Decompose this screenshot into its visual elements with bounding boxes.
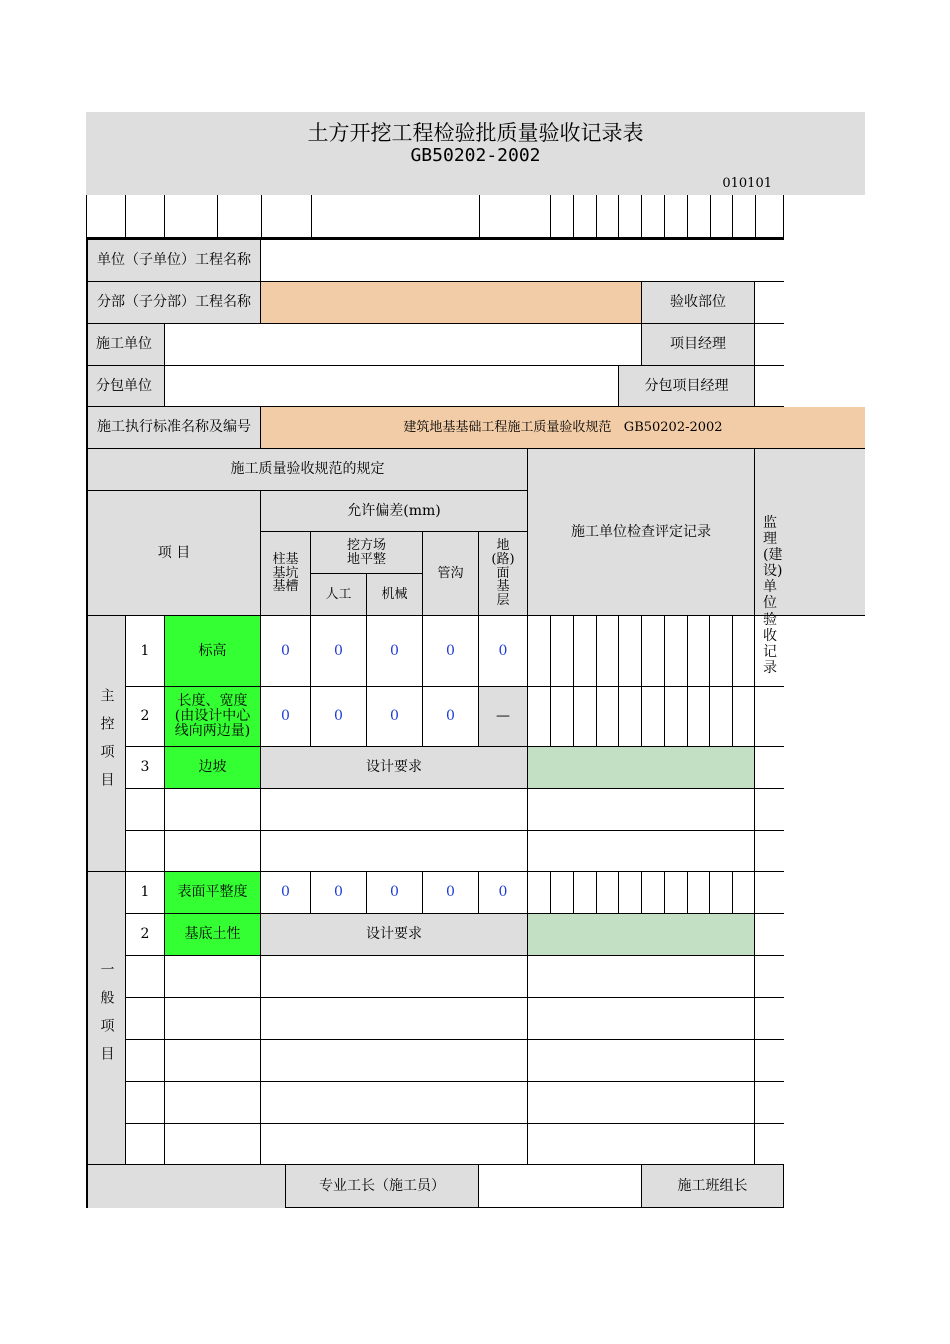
team-leader-label: 施工班组长 <box>642 1165 784 1208</box>
general-empty-row-spec <box>261 1082 528 1124</box>
general-empty-row-check[interactable] <box>528 1124 755 1165</box>
main-row-2-val-3: 0 <box>367 687 423 747</box>
main-check-grid <box>528 616 755 747</box>
main-row-2-val-4: 0 <box>423 687 479 747</box>
general-row-1-supervision[interactable] <box>755 872 784 914</box>
main-row-1-supervision[interactable] <box>755 616 784 687</box>
general-row-1-val-3: 0 <box>367 872 423 914</box>
main-row-3-no: 3 <box>126 747 165 789</box>
general-empty-row-supervision[interactable] <box>755 956 784 998</box>
main-row-2-name: 长度、宽度(由设计中心线向两边量) <box>165 687 261 747</box>
unit-project-name-label: 单位（子单位）工程名称 <box>88 240 261 282</box>
general-empty-row-name <box>165 1124 261 1165</box>
subcontract-manager-value[interactable] <box>755 366 784 407</box>
general-empty-row-no <box>126 1124 165 1165</box>
general-empty-row-spec <box>261 956 528 998</box>
general-empty-row-no <box>126 1082 165 1124</box>
general-row-1-val-5: 0 <box>479 872 528 914</box>
unit-project-name-value[interactable] <box>261 240 784 282</box>
general-empty-row-no <box>126 998 165 1040</box>
general-empty-row-supervision[interactable] <box>755 1082 784 1124</box>
main-row-3-check[interactable] <box>528 747 755 789</box>
general-empty-row-no <box>126 1040 165 1082</box>
general-empty-row-check[interactable] <box>528 1040 755 1082</box>
main-row-3-supervision[interactable] <box>755 747 784 789</box>
check-record-header: 施工单位检查评定记录 <box>528 449 755 616</box>
main-row-1-val-4: 0 <box>423 616 479 687</box>
general-empty-row-check[interactable] <box>528 1082 755 1124</box>
general-row-2-supervision[interactable] <box>755 914 784 956</box>
main-row-2-no: 2 <box>126 687 165 747</box>
main-empty-row-name <box>165 789 261 831</box>
main-row-3-requirement: 设计要求 <box>261 747 528 789</box>
main-row-1-val-5: 0 <box>479 616 528 687</box>
col-excavation-header: 挖方场地平整 <box>311 532 423 574</box>
main-empty-row-spec <box>261 789 528 831</box>
general-row-1-val-2: 0 <box>311 872 367 914</box>
general-row-2-requirement: 设计要求 <box>261 914 528 956</box>
main-empty-row-check[interactable] <box>528 789 755 831</box>
subcontract-manager-label: 分包项目经理 <box>619 366 755 407</box>
form-number: 010101 <box>722 176 772 191</box>
main-empty-row-supervision[interactable] <box>755 831 784 872</box>
item-header: 项 目 <box>88 491 261 616</box>
main-row-1-val-2: 0 <box>311 616 367 687</box>
main-row-2-supervision[interactable] <box>755 687 784 747</box>
general-empty-row-no <box>126 956 165 998</box>
main-row-1-name: 标高 <box>165 616 261 687</box>
general-empty-row-name <box>165 1040 261 1082</box>
general-empty-row-name <box>165 956 261 998</box>
general-row-2-check[interactable] <box>528 914 755 956</box>
col-manual-header: 人工 <box>311 574 367 616</box>
standard-name-label: 施工执行标准名称及编号 <box>88 407 261 449</box>
main-row-2-val-1: 0 <box>261 687 311 747</box>
supervision-header: 监理(建设)单位验收记录 <box>755 449 865 616</box>
main-row-2-val-5: — <box>479 687 528 747</box>
general-empty-row-spec <box>261 1124 528 1165</box>
main-empty-row-name <box>165 831 261 872</box>
main-items-group-label: 主控项目 <box>88 616 126 872</box>
general-empty-row-supervision[interactable] <box>755 998 784 1040</box>
footer-left-block <box>88 1165 286 1208</box>
construction-unit-value[interactable] <box>165 324 642 366</box>
empty-grid-strip <box>86 195 784 239</box>
general-row-1-name: 表面平整度 <box>165 872 261 914</box>
general-empty-row-supervision[interactable] <box>755 1124 784 1165</box>
col-pit-header: 柱基基坑基槽 <box>261 532 311 616</box>
col-machine-header: 机械 <box>367 574 423 616</box>
acceptance-part-value[interactable] <box>755 282 784 324</box>
general-empty-row-supervision[interactable] <box>755 1040 784 1082</box>
spec-rule-header: 施工质量验收规范的规定 <box>88 449 528 491</box>
general-empty-row-check[interactable] <box>528 998 755 1040</box>
project-manager-label: 项目经理 <box>642 324 755 366</box>
general-empty-row-name <box>165 1082 261 1124</box>
foreman-value[interactable] <box>479 1165 642 1208</box>
acceptance-part-label: 验收部位 <box>642 282 755 324</box>
general-check-grid <box>528 872 755 914</box>
main-row-2-val-2: 0 <box>311 687 367 747</box>
general-row-2-name: 基底土性 <box>165 914 261 956</box>
main-empty-row-no <box>126 789 165 831</box>
subcontract-unit-value[interactable] <box>165 366 619 407</box>
main-row-1-val-3: 0 <box>367 616 423 687</box>
main-empty-row-no <box>126 831 165 872</box>
foreman-label: 专业工长（施工员） <box>286 1165 479 1208</box>
sub-project-name-value[interactable] <box>261 282 642 324</box>
construction-unit-label: 施工单位 <box>88 324 165 366</box>
general-empty-row-spec <box>261 1040 528 1082</box>
col-road-header: 地(路)面基层 <box>479 532 528 616</box>
general-empty-row-name <box>165 998 261 1040</box>
standard-name-value[interactable]: 建筑地基基础工程施工质量验收规范 GB50202-2002 <box>261 407 865 449</box>
general-items-group-label: 一般项目 <box>88 872 126 1165</box>
col-ditch-header: 管沟 <box>423 532 479 616</box>
main-row-1-no: 1 <box>126 616 165 687</box>
general-empty-row-spec <box>261 998 528 1040</box>
main-empty-row-check[interactable] <box>528 831 755 872</box>
standard-code: GB50202-2002 <box>410 145 541 166</box>
main-empty-row-spec <box>261 831 528 872</box>
allowed-deviation-header: 允许偏差(mm) <box>261 491 528 532</box>
main-row-1-val-1: 0 <box>261 616 311 687</box>
page-title: 土方开挖工程检验批质量验收记录表 <box>307 121 644 145</box>
general-row-2-no: 2 <box>126 914 165 956</box>
main-row-3-name: 边坡 <box>165 747 261 789</box>
main-empty-row-supervision[interactable] <box>755 789 784 831</box>
sub-project-name-label: 分部（子分部）工程名称 <box>88 282 261 324</box>
general-row-1-val-4: 0 <box>423 872 479 914</box>
general-row-1-no: 1 <box>126 872 165 914</box>
general-empty-row-check[interactable] <box>528 956 755 998</box>
general-row-1-val-1: 0 <box>261 872 311 914</box>
subcontract-unit-label: 分包单位 <box>88 366 165 407</box>
project-manager-value[interactable] <box>755 324 784 366</box>
